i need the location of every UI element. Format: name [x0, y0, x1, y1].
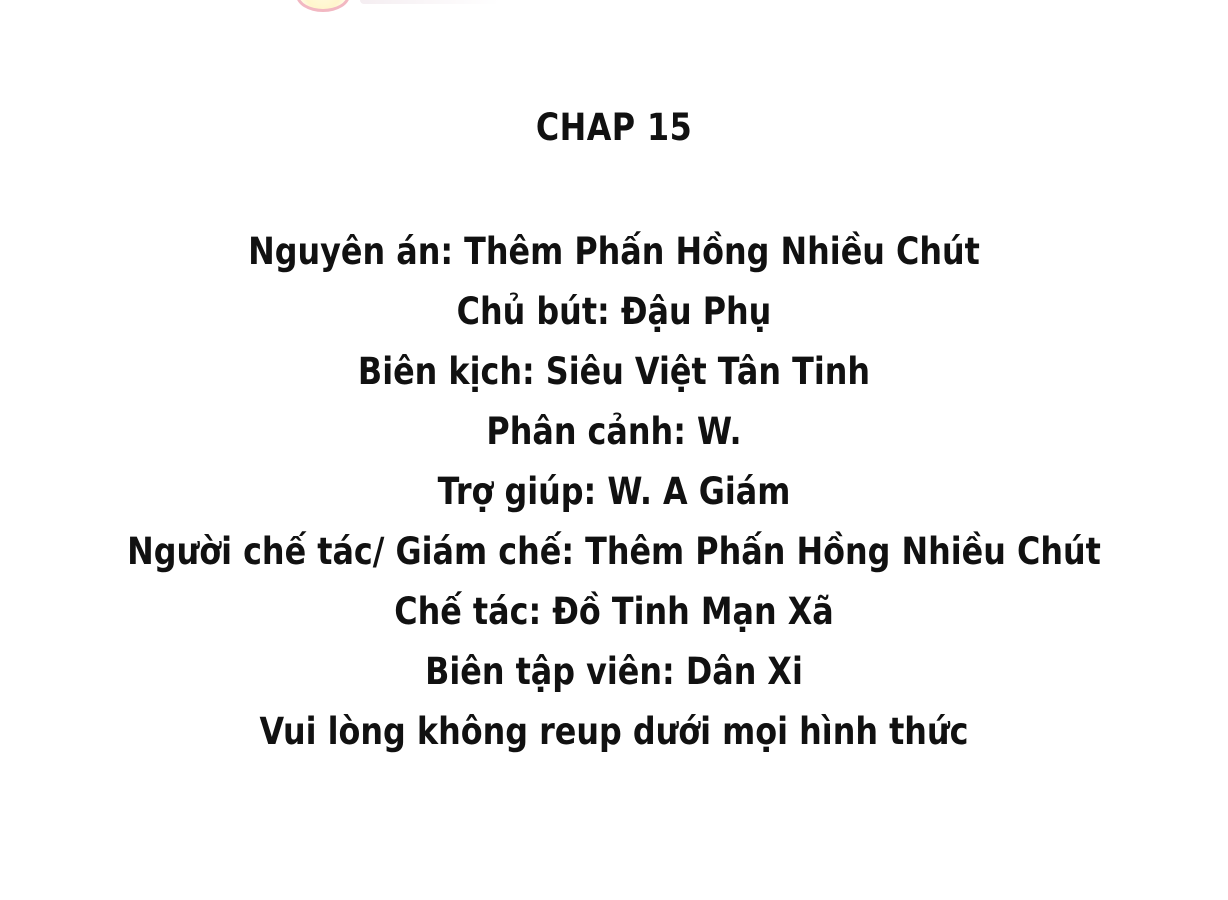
credit-screenwriter: Biên kịch: Siêu Việt Tân Tinh: [357, 350, 871, 393]
credit-production: Chế tác: Đồ Tinh Mạn Xã: [394, 590, 834, 633]
credit-editor: Biên tập viên: Dân Xi: [425, 650, 803, 693]
credit-storyboard: Phân cảnh: W.: [486, 410, 742, 453]
logo-fragment: [296, 0, 350, 12]
logo-text-fragment: [360, 0, 500, 4]
reupload-notice: Vui lòng không reup dưới mọi hình thức: [259, 710, 969, 753]
credit-assistant: Trợ giúp: W. A Giám: [437, 470, 791, 513]
credit-lead-artist: Chủ bút: Đậu Phụ: [456, 290, 772, 333]
credits-list: [0, 222, 1228, 762]
credit-producer: Người chế tác/ Giám chế: Thêm Phấn Hồng Nhiều Chút: [127, 530, 1101, 573]
chapter-title: CHAP 15: [535, 106, 693, 149]
credit-original-work: Nguyên án: Thêm Phấn Hồng Nhiều Chút: [248, 230, 980, 273]
